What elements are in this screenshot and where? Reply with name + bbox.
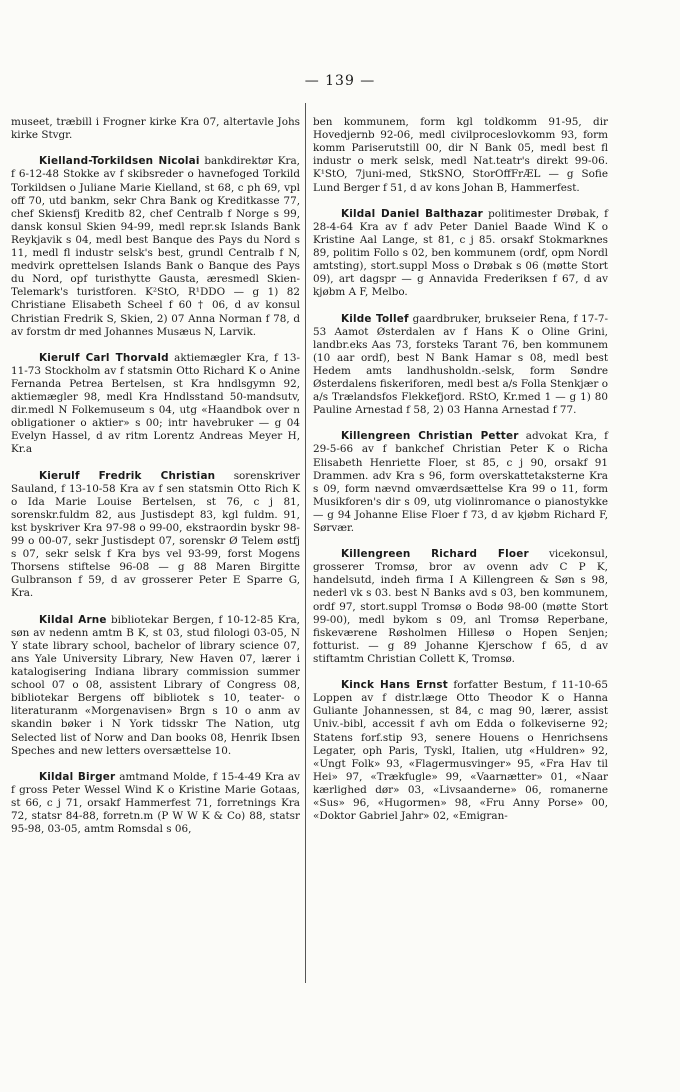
entry-name: Kilde Tollef <box>341 312 409 325</box>
entry-name: Kildal Birger <box>39 770 116 783</box>
entry-text: ben kommunem, form kgl toldkomm 91-95, dir Hovedjernb 92-06, medl civilproceslovkomm 93, form komm Pariserutstill 00, dir N Bank 05, medl best fl industr o merk selsk, medl Nat.teatr's direkt 99-06. K¹StO, 7juni-med, StkSNO, StorOffFrÆL — g Sofie Lund Berger f 51, d av kons Johan B, Hammerfest. <box>313 116 608 194</box>
entry <box>313 679 608 823</box>
left-column <box>11 103 300 849</box>
entry-text: sorenskriver Sauland, f 13-10-58 Kra av f sen statsmin Otto Rich K o Ida Marie Louise Bertelsen, st 76, c j 81, sorenskr.fuldm 82, aus Justisdept 83, kgl fuldm. 91, kst byskriver Kra 97-98 o 99-00, ekstraordin byskr 98-99 o 00-07, sekr Justisdept 07, sorenskr Ø Telem østfj s 07, sekr selsk f Kra bys vel 93-99, forst Mogens Thorsens stiftelse 96-08 — g 88 Maren Birgitte Gulbranson f 59, d av grosserer Peter E Sparre G, Kra. <box>11 469 300 600</box>
entry <box>313 208 608 300</box>
entry <box>11 116 300 142</box>
entry <box>11 614 300 758</box>
entry-name: Kildal Arne <box>39 613 107 626</box>
entry <box>11 352 300 457</box>
entry-text: bankdirektør Kra, f 6-12-48 Stokke av f skibsreder o havnefoged Torkild Torkildsen o Juliane Marie Kielland, st 68, c ph 69, vpl off 70, utd bankm, sekr Chra Bank og Kreditkasse 77, chef Skiensfj Kreditb 82, chef Centralb f Norge s 99, dansk konsul Skien 94-99, medl repr.sk Islands Bank Reykjavik s 04, medl best Banque des Pays du Nord s 11, medl fl industr selsk's best, grundl Centralb f N, medvirk oprettelsen Islands Bank o Banque des Pays du Nord, opf turisthytte Gausta, æresmedl Skien-Telemark's turistforen. K²StO, R¹DDO — g 1) 82 Christiane Elisabeth Scheel f 60 † 06, d av konsul Christian Fredrik S, Skien, 2) 07 Anna Norman f 78, d av forstm dr med Johannes Musæus N, Larvik. <box>11 155 300 338</box>
entry-text: politimester Drøbak, f 28-4-64 Kra av f adv Peter Daniel Baade Wind K o Kristine Aal Lange, st 81, c j 85. orsakf Stokmarknes 89, politim Follo s 02, ben kommunem (ordf, opm Nordl amtsting), stort.suppl Moss o Drøbak s 06 (møtte Stort 09), art dagspr — g Annavida Frederiksen f 67, d av kjøbm A F, Melbo. <box>313 207 609 299</box>
entry-text: advokat Kra, f 29-5-66 av f bankchef Christian Peter K o Richa Elisabeth Henriette Floer, st 85, c j 90, orsakf 91 Drammen. adv Kra s 96, form overskattetaksterne Kra s 09, form nævnd omværdsættelse Kra 99 o 11, form Musikforen's dir s 09, utg violinromance o pianostykke — g 94 Johanne Elise Floer f 73, d av kjøbm Richard F, Sørvær. <box>313 430 609 534</box>
entry-name: Kierulf Carl Thorvald <box>39 351 169 364</box>
entry-name: Killengreen Richard Floer <box>341 548 529 561</box>
entry-text: amtmand Molde, f 15-4-49 Kra av f gross Peter Wessel Wind K o Kristine Marie Gotaas, st 66, c j 71, orsakf Hammerfest 71, forretnings Kra 72, statsr 84-88, forretn.m (P W W K & Co) 88, statsr 95-98, 03-05, amtm Romsdal s 06, <box>11 770 300 836</box>
entry-text: forfatter Bestum, f 11-10-65 Loppen av f distr.læge Otto Theodor K o Hanna Guliante Johannessen, st 84, c mag 90, lærer, assist Univ.-bibl, accessit f avh om Edda o folkeviserne 92; Statens forf.stip 93, senere Houens o Henrichsens Legater, oph Paris, Tyskl, Italien, utg «Huldren» 92, «Ungt Folk» 93, «Flagermusvinger» 95, «Fra Hav til Hei» 97, «Trækfugle» 99, «Vaarnætter» 01, «Naar kærlighed dør» 03, «Livsaanderne» 06, romanerne «Sus» 96, «Hugormen» 98, «Fru Anny Porse» 00, «Doktor Gabriel Jahr» 02, «Emigran- <box>313 679 609 823</box>
entry-name: Kierulf Fredrik Christian <box>39 469 216 482</box>
entry-name: Killengreen Christian Petter <box>341 430 519 443</box>
entry-name: Kildal Daniel Balthazar <box>341 207 483 220</box>
entry-text: vicekonsul, grosserer Tromsø, bror av ovenn adv C P K, handelsutd, indeh firma I A Killengreen & Søn s 98, nederl vk s 03. best N Banks avd s 03, ben kommunem, ordf 97, stort.suppl Tromsø o Bodø 98-00 (møtte Stort 99-00), medl bykom s 09, anl Tromsø Reperbane, fiskeværene Røsholmen Hillesø o Hopen Senjen; fotturist. — g 89 Johanne Kjerschow f 65, d av stiftamtm Christian Collett K, Tromsø. <box>313 548 609 665</box>
entry-name: Kinck Hans Ernst <box>341 679 448 692</box>
entry <box>313 548 608 666</box>
entry-text: aktiemægler Kra, f 13-11-73 Stockholm av f statsmin Otto Richard K o Anine Fernanda Petrea Bertelsen, st Kra hndlsgymn 92, aktiemægler 98, medl Kra Hndlsstand 50-mandsutv, dir.medl N Folkemuseum s 04, utg «Haandbok over n obligationer o aktier» s 00; intr havebruker — g 04 Evelyn Hassel, d av ritm Lorentz Andreas Meyer H, Kr.a <box>11 351 300 456</box>
column-divider <box>305 103 306 983</box>
entry <box>11 771 300 836</box>
entry <box>313 430 608 535</box>
entry <box>313 116 608 195</box>
entry <box>11 470 300 601</box>
page-number: — 139 — <box>304 73 376 89</box>
entry <box>11 155 300 338</box>
entry-name: Kielland-Torkildsen Nicolai <box>39 155 200 168</box>
right-column <box>313 103 608 836</box>
entry-text: museet, træbill i Frogner kirke Kra 07, altertavle Johs kirke Stvgr. <box>11 116 300 142</box>
entry-text: gaardbruker, brukseier Rena, f 17-7-53 Aamot Østerdalen av f Hans K o Oline Grini, landbr.eks Aas 73, forsteks Tarant 76, ben kommunem (10 aar ordf), best N Bank Hamar s 08, medl best Hedem amts landhusholdn.-selsk, form Søndre Østerdalens fiskeriforen, medl best a/s Folla Stenkjær o a/s Trælandsfos Flekkefjord. RStO, Kr.med 1 — g 1) 80 Pauline Arnestad f 58, 2) 03 Hanna Arnestad f 77. <box>313 312 609 417</box>
entry <box>313 313 608 418</box>
entry-text: bibliotekar Bergen, f 10-12-85 Kra, søn av nedenn amtm B K, st 03, stud filologi 03-05, N Y state library school, bachelor of library science 07, ans Yale University Library, New Haven 07, lærer i katalogisering Indiana library commission summer school 07 o 08, assistent Library of Congress 08, bibliotekar Bergens off bibliotek s 10, teater- o literaturanm «Morgenavisen» Brgn s 10 o anm av skandin bøker i N York tidsskr The Nation, utg Selected list of Norw and Dan books 08, Henrik Ibsen Speches and new letters oversættelse 10. <box>11 613 300 757</box>
